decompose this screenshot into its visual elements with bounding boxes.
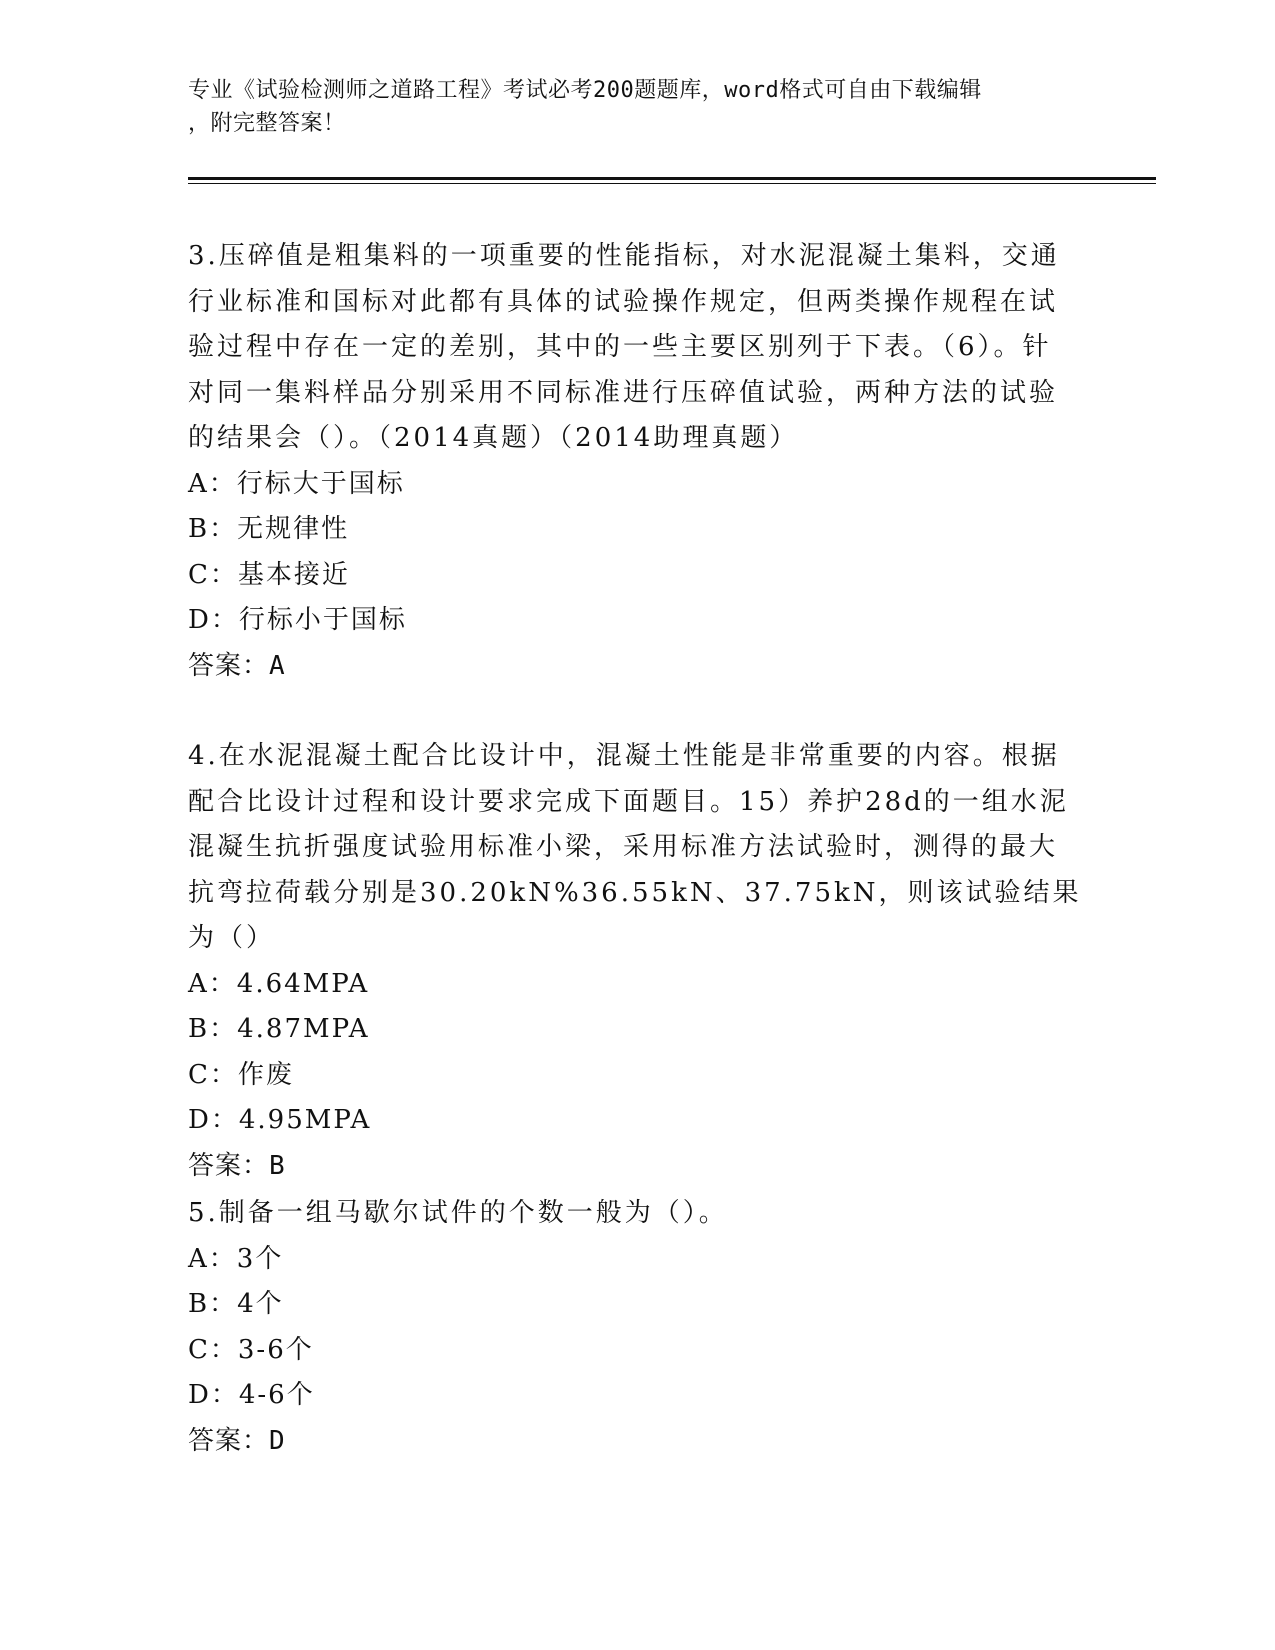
document-header [188,74,1068,140]
option-a: A：行标大于国标 [188,468,405,499]
option-c: C：3-6个 [188,1334,314,1365]
header-divider-thick [188,177,1156,180]
option-a: A：3个 [188,1243,284,1274]
question-5 [188,1191,1088,1464]
question-stem: 3.压碎值是粗集料的一项重要的性能指标，对水泥混凝土集料，交通 行业标准和国标对此都有具体的试验操作规定，但两类操作规程在试 验过程中存在一定的差别，其中的一些主要区别列于下表。（6）。针 对同一集料样品分别采用不同标准进行压碎值试验，两种方法的试验 的结果会（）。（2014真题）（2014助理真题） [188,241,1060,453]
answer-line: 答案：D [188,1425,286,1456]
option-d: D：4-6个 [188,1380,315,1410]
answer-line: 答案：A [188,650,286,681]
option-b: B：4个 [188,1289,284,1319]
option-c: C：作废 [188,1059,294,1090]
option-b: B：无规律性 [188,514,350,544]
question-stem: 4.在水泥混凝土配合比设计中，混凝土性能是非常重要的内容。根据 配合比设计过程和设计要求完成下面题目。15）养护28d的一组水泥 混凝生抗折强度试验用标准小梁，采用标准方法试验时，测得的最大 抗弯拉荷载分别是30.20kN%36.55kN、37.75kN，则该试验结果为（） [188,741,1082,953]
question-stem: 5.制备一组马歇尔试件的个数一般为（）。 [188,1198,728,1228]
option-d: D：4.95MPA [188,1105,372,1135]
question-3 [188,234,1088,689]
option-a: A：4.64MPA [188,968,370,999]
header-line-2: ，附完整答案！ [188,111,346,136]
option-c: C：基本接近 [188,559,350,590]
header-line-1: 专业《试验检测师之道路工程》考试必考200题题库，word格式可自由下载编辑 [188,78,982,103]
question-4 [188,734,1088,1189]
option-d: D：行标小于国标 [188,605,407,635]
answer-line: 答案：B [188,1150,286,1181]
header-divider-thin [188,183,1156,184]
option-b: B：4.87MPA [188,1014,370,1044]
